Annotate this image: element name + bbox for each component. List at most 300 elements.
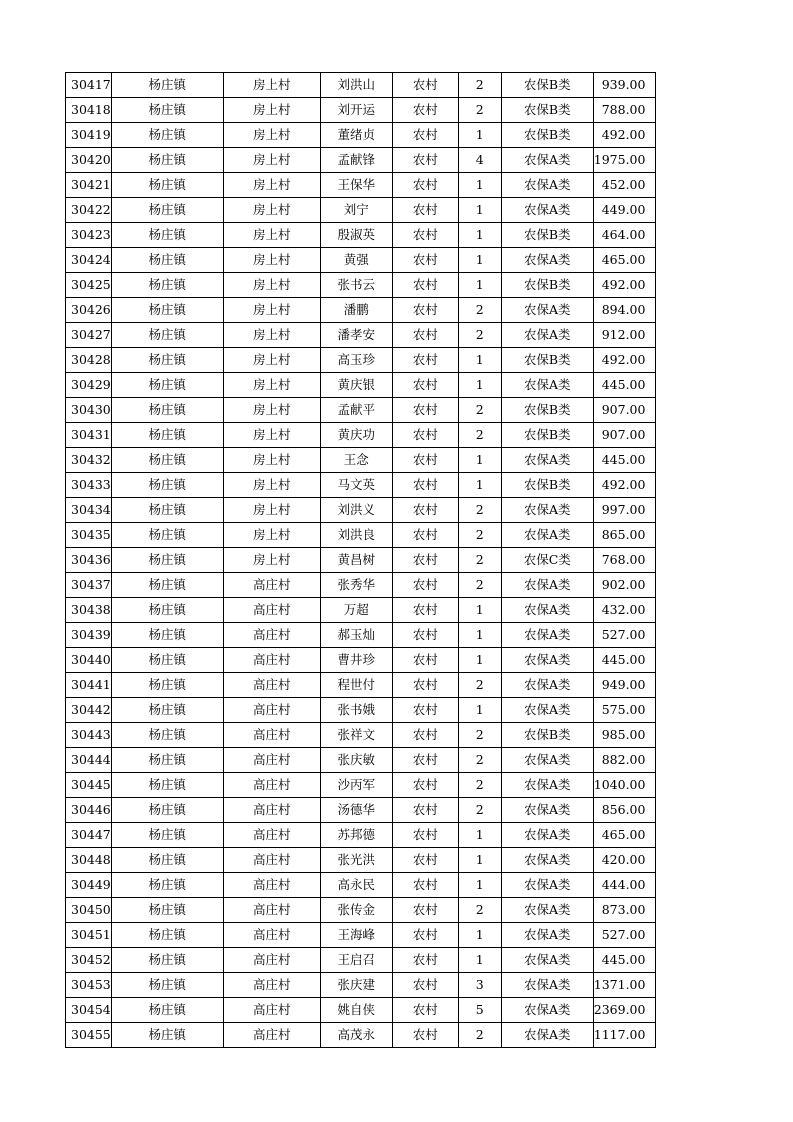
record-id-cell: 30423 — [66, 223, 112, 248]
household-type-cell: 农村 — [392, 648, 458, 673]
record-id-cell: 30440 — [66, 648, 112, 673]
name-cell: 刘宁 — [320, 198, 392, 223]
household-type-cell: 农村 — [392, 598, 458, 623]
insurance-category-cell: 农保A类 — [501, 648, 593, 673]
village-cell: 高庄村 — [223, 823, 320, 848]
town-cell: 杨庄镇 — [111, 73, 223, 98]
name-cell: 曹井珍 — [320, 648, 392, 673]
town-cell: 杨庄镇 — [111, 473, 223, 498]
table-row — [66, 873, 656, 898]
household-type-cell: 农村 — [392, 223, 458, 248]
insurance-category-cell: 农保A类 — [501, 873, 593, 898]
insurance-category-cell: 农保A类 — [501, 323, 593, 348]
insurance-category-cell: 农保A类 — [501, 1023, 593, 1048]
record-id-cell: 30442 — [66, 698, 112, 723]
table-row — [66, 423, 656, 448]
name-cell: 万超 — [320, 598, 392, 623]
insurance-category-cell: 农保A类 — [501, 573, 593, 598]
insurance-category-cell: 农保A类 — [501, 923, 593, 948]
member-count-cell: 1 — [458, 473, 501, 498]
member-count-cell: 2 — [458, 573, 501, 598]
record-id-cell: 30431 — [66, 423, 112, 448]
table-row — [66, 348, 656, 373]
town-cell: 杨庄镇 — [111, 498, 223, 523]
village-cell: 房上村 — [223, 548, 320, 573]
insurance-category-cell: 农保B类 — [501, 348, 593, 373]
record-id-cell: 30452 — [66, 948, 112, 973]
household-type-cell: 农村 — [392, 373, 458, 398]
amount-cell: 527.00 — [593, 623, 656, 648]
record-id-cell: 30426 — [66, 298, 112, 323]
amount-cell: 949.00 — [593, 673, 656, 698]
amount-cell: 902.00 — [593, 573, 656, 598]
town-cell: 杨庄镇 — [111, 223, 223, 248]
member-count-cell: 4 — [458, 148, 501, 173]
household-type-cell: 农村 — [392, 848, 458, 873]
village-cell: 高庄村 — [223, 948, 320, 973]
household-type-cell: 农村 — [392, 473, 458, 498]
member-count-cell: 2 — [458, 773, 501, 798]
amount-cell: 2369.00 — [593, 998, 656, 1023]
insurance-category-cell: 农保B类 — [501, 73, 593, 98]
member-count-cell: 1 — [458, 273, 501, 298]
table-row — [66, 773, 656, 798]
town-cell: 杨庄镇 — [111, 848, 223, 873]
member-count-cell: 1 — [458, 348, 501, 373]
insurance-category-cell: 农保A类 — [501, 823, 593, 848]
member-count-cell: 1 — [458, 873, 501, 898]
record-id-cell: 30435 — [66, 523, 112, 548]
amount-cell: 873.00 — [593, 898, 656, 923]
member-count-cell: 1 — [458, 598, 501, 623]
record-id-cell: 30433 — [66, 473, 112, 498]
village-cell: 高庄村 — [223, 923, 320, 948]
record-id-cell: 30447 — [66, 823, 112, 848]
amount-cell: 575.00 — [593, 698, 656, 723]
table-row — [66, 748, 656, 773]
town-cell: 杨庄镇 — [111, 873, 223, 898]
name-cell: 黄庆功 — [320, 423, 392, 448]
insurance-category-cell: 农保B类 — [501, 423, 593, 448]
name-cell: 姚自侠 — [320, 998, 392, 1023]
insurance-category-cell: 农保A类 — [501, 848, 593, 873]
record-id-cell: 30436 — [66, 548, 112, 573]
name-cell: 刘洪良 — [320, 523, 392, 548]
amount-cell: 907.00 — [593, 398, 656, 423]
village-cell: 高庄村 — [223, 973, 320, 998]
town-cell: 杨庄镇 — [111, 1023, 223, 1048]
town-cell: 杨庄镇 — [111, 773, 223, 798]
amount-cell: 856.00 — [593, 798, 656, 823]
amount-cell: 465.00 — [593, 823, 656, 848]
record-id-cell: 30438 — [66, 598, 112, 623]
insurance-category-cell: 农保A类 — [501, 973, 593, 998]
village-cell: 房上村 — [223, 98, 320, 123]
town-cell: 杨庄镇 — [111, 973, 223, 998]
name-cell: 王启召 — [320, 948, 392, 973]
member-count-cell: 2 — [458, 898, 501, 923]
household-type-cell: 农村 — [392, 423, 458, 448]
table-row — [66, 923, 656, 948]
village-cell: 房上村 — [223, 148, 320, 173]
member-count-cell: 1 — [458, 923, 501, 948]
member-count-cell: 1 — [458, 373, 501, 398]
name-cell: 董绪贞 — [320, 123, 392, 148]
member-count-cell: 1 — [458, 848, 501, 873]
record-id-cell: 30422 — [66, 198, 112, 223]
record-id-cell: 30454 — [66, 998, 112, 1023]
table-row — [66, 598, 656, 623]
amount-cell: 492.00 — [593, 123, 656, 148]
town-cell: 杨庄镇 — [111, 998, 223, 1023]
record-id-cell: 30445 — [66, 773, 112, 798]
amount-cell: 445.00 — [593, 648, 656, 673]
table-row — [66, 273, 656, 298]
record-id-cell: 30418 — [66, 98, 112, 123]
record-id-cell: 30449 — [66, 873, 112, 898]
household-type-cell: 农村 — [392, 248, 458, 273]
household-type-cell: 农村 — [392, 73, 458, 98]
name-cell: 潘鹏 — [320, 298, 392, 323]
member-count-cell: 5 — [458, 998, 501, 1023]
name-cell: 刘洪山 — [320, 73, 392, 98]
town-cell: 杨庄镇 — [111, 748, 223, 773]
table-row — [66, 898, 656, 923]
insurance-category-cell: 农保A类 — [501, 898, 593, 923]
town-cell: 杨庄镇 — [111, 148, 223, 173]
name-cell: 张书云 — [320, 273, 392, 298]
town-cell: 杨庄镇 — [111, 373, 223, 398]
village-cell: 高庄村 — [223, 1023, 320, 1048]
member-count-cell: 1 — [458, 448, 501, 473]
record-id-cell: 30453 — [66, 973, 112, 998]
household-type-cell: 农村 — [392, 448, 458, 473]
village-cell: 房上村 — [223, 198, 320, 223]
member-count-cell: 2 — [458, 798, 501, 823]
record-id-cell: 30444 — [66, 748, 112, 773]
town-cell: 杨庄镇 — [111, 723, 223, 748]
table-row — [66, 648, 656, 673]
amount-cell: 445.00 — [593, 448, 656, 473]
insurance-category-cell: 农保B类 — [501, 223, 593, 248]
amount-cell: 432.00 — [593, 598, 656, 623]
town-cell: 杨庄镇 — [111, 123, 223, 148]
household-type-cell: 农村 — [392, 998, 458, 1023]
household-type-cell: 农村 — [392, 673, 458, 698]
household-type-cell: 农村 — [392, 873, 458, 898]
village-cell: 房上村 — [223, 348, 320, 373]
amount-cell: 1975.00 — [593, 148, 656, 173]
insurance-category-cell: 农保B类 — [501, 98, 593, 123]
household-type-cell: 农村 — [392, 823, 458, 848]
name-cell: 王海峰 — [320, 923, 392, 948]
name-cell: 高玉珍 — [320, 348, 392, 373]
household-type-cell: 农村 — [392, 523, 458, 548]
town-cell: 杨庄镇 — [111, 423, 223, 448]
village-cell: 高庄村 — [223, 898, 320, 923]
town-cell: 杨庄镇 — [111, 523, 223, 548]
village-cell: 房上村 — [223, 173, 320, 198]
record-id-cell: 30419 — [66, 123, 112, 148]
member-count-cell: 2 — [458, 673, 501, 698]
household-type-cell: 农村 — [392, 173, 458, 198]
town-cell: 杨庄镇 — [111, 598, 223, 623]
household-type-cell: 农村 — [392, 498, 458, 523]
table-body — [66, 73, 656, 1048]
table-row — [66, 798, 656, 823]
town-cell: 杨庄镇 — [111, 298, 223, 323]
name-cell: 马文英 — [320, 473, 392, 498]
household-type-cell: 农村 — [392, 723, 458, 748]
village-cell: 高庄村 — [223, 748, 320, 773]
insurance-category-cell: 农保A类 — [501, 498, 593, 523]
table-row — [66, 298, 656, 323]
record-id-cell: 30417 — [66, 73, 112, 98]
amount-cell: 985.00 — [593, 723, 656, 748]
town-cell: 杨庄镇 — [111, 173, 223, 198]
name-cell: 孟献平 — [320, 398, 392, 423]
table-row — [66, 173, 656, 198]
member-count-cell: 2 — [458, 398, 501, 423]
table-row — [66, 148, 656, 173]
village-cell: 房上村 — [223, 223, 320, 248]
member-count-cell: 2 — [458, 748, 501, 773]
member-count-cell: 2 — [458, 423, 501, 448]
table-row — [66, 848, 656, 873]
village-cell: 房上村 — [223, 298, 320, 323]
town-cell: 杨庄镇 — [111, 198, 223, 223]
member-count-cell: 1 — [458, 648, 501, 673]
household-type-cell: 农村 — [392, 698, 458, 723]
insurance-category-cell: 农保A类 — [501, 298, 593, 323]
amount-cell: 1371.00 — [593, 973, 656, 998]
table-row — [66, 673, 656, 698]
town-cell: 杨庄镇 — [111, 898, 223, 923]
amount-cell: 882.00 — [593, 748, 656, 773]
name-cell: 黄庆银 — [320, 373, 392, 398]
table-row — [66, 573, 656, 598]
village-cell: 高庄村 — [223, 998, 320, 1023]
town-cell: 杨庄镇 — [111, 98, 223, 123]
town-cell: 杨庄镇 — [111, 323, 223, 348]
amount-cell: 445.00 — [593, 373, 656, 398]
village-cell: 高庄村 — [223, 723, 320, 748]
record-id-cell: 30430 — [66, 398, 112, 423]
member-count-cell: 1 — [458, 823, 501, 848]
record-id-cell: 30446 — [66, 798, 112, 823]
insurance-category-cell: 农保B类 — [501, 398, 593, 423]
town-cell: 杨庄镇 — [111, 548, 223, 573]
insurance-category-cell: 农保A类 — [501, 673, 593, 698]
household-type-cell: 农村 — [392, 298, 458, 323]
village-cell: 房上村 — [223, 473, 320, 498]
table-row — [66, 498, 656, 523]
member-count-cell: 1 — [458, 248, 501, 273]
record-id-cell: 30451 — [66, 923, 112, 948]
record-id-cell: 30420 — [66, 148, 112, 173]
table-row — [66, 98, 656, 123]
record-id-cell: 30455 — [66, 1023, 112, 1048]
household-type-cell: 农村 — [392, 773, 458, 798]
record-id-cell: 30437 — [66, 573, 112, 598]
member-count-cell: 1 — [458, 198, 501, 223]
amount-cell: 939.00 — [593, 73, 656, 98]
village-cell: 房上村 — [223, 73, 320, 98]
insurance-category-cell: 农保B类 — [501, 123, 593, 148]
insurance-category-cell: 农保A类 — [501, 248, 593, 273]
name-cell: 高茂永 — [320, 1023, 392, 1048]
insurance-category-cell: 农保A类 — [501, 748, 593, 773]
insurance-category-cell: 农保A类 — [501, 198, 593, 223]
village-cell: 房上村 — [223, 373, 320, 398]
record-id-cell: 30432 — [66, 448, 112, 473]
town-cell: 杨庄镇 — [111, 348, 223, 373]
table-row — [66, 698, 656, 723]
record-id-cell: 30443 — [66, 723, 112, 748]
name-cell: 高永民 — [320, 873, 392, 898]
member-count-cell: 1 — [458, 698, 501, 723]
member-count-cell: 1 — [458, 223, 501, 248]
insurance-category-cell: 农保B类 — [501, 723, 593, 748]
table-row — [66, 123, 656, 148]
amount-cell: 444.00 — [593, 873, 656, 898]
village-cell: 高庄村 — [223, 623, 320, 648]
name-cell: 张传金 — [320, 898, 392, 923]
name-cell: 潘孝安 — [320, 323, 392, 348]
village-cell: 高庄村 — [223, 573, 320, 598]
record-id-cell: 30441 — [66, 673, 112, 698]
table-row — [66, 223, 656, 248]
name-cell: 王念 — [320, 448, 392, 473]
record-id-cell: 30427 — [66, 323, 112, 348]
record-id-cell: 30421 — [66, 173, 112, 198]
record-id-cell: 30424 — [66, 248, 112, 273]
amount-cell: 492.00 — [593, 273, 656, 298]
record-id-cell: 30448 — [66, 848, 112, 873]
village-cell: 高庄村 — [223, 698, 320, 723]
insurance-category-cell: 农保A类 — [501, 948, 593, 973]
amount-cell: 1040.00 — [593, 773, 656, 798]
insurance-category-cell: 农保A类 — [501, 448, 593, 473]
member-count-cell: 1 — [458, 623, 501, 648]
town-cell: 杨庄镇 — [111, 623, 223, 648]
household-type-cell: 农村 — [392, 573, 458, 598]
member-count-cell: 2 — [458, 98, 501, 123]
household-type-cell: 农村 — [392, 98, 458, 123]
village-cell: 高庄村 — [223, 873, 320, 898]
member-count-cell: 2 — [458, 548, 501, 573]
town-cell: 杨庄镇 — [111, 923, 223, 948]
name-cell: 程世付 — [320, 673, 392, 698]
village-cell: 高庄村 — [223, 848, 320, 873]
town-cell: 杨庄镇 — [111, 673, 223, 698]
village-cell: 高庄村 — [223, 598, 320, 623]
record-id-cell: 30439 — [66, 623, 112, 648]
member-count-cell: 2 — [458, 1023, 501, 1048]
table-row — [66, 323, 656, 348]
town-cell: 杨庄镇 — [111, 448, 223, 473]
table-row — [66, 248, 656, 273]
table-row — [66, 398, 656, 423]
village-cell: 房上村 — [223, 123, 320, 148]
amount-cell: 527.00 — [593, 923, 656, 948]
member-count-cell: 1 — [458, 123, 501, 148]
member-count-cell: 2 — [458, 298, 501, 323]
member-count-cell: 2 — [458, 523, 501, 548]
household-type-cell: 农村 — [392, 948, 458, 973]
name-cell: 张秀华 — [320, 573, 392, 598]
member-count-cell: 3 — [458, 973, 501, 998]
member-count-cell: 2 — [458, 498, 501, 523]
insurance-category-cell: 农保A类 — [501, 173, 593, 198]
insurance-category-cell: 农保A类 — [501, 523, 593, 548]
record-id-cell: 30450 — [66, 898, 112, 923]
amount-cell: 912.00 — [593, 323, 656, 348]
table-row — [66, 198, 656, 223]
insurance-category-cell: 农保A类 — [501, 148, 593, 173]
member-count-cell: 2 — [458, 73, 501, 98]
household-type-cell: 农村 — [392, 198, 458, 223]
name-cell: 张庆敏 — [320, 748, 392, 773]
amount-cell: 907.00 — [593, 423, 656, 448]
name-cell: 刘洪义 — [320, 498, 392, 523]
table-row — [66, 448, 656, 473]
amount-cell: 1117.00 — [593, 1023, 656, 1048]
table-row — [66, 373, 656, 398]
amount-cell: 465.00 — [593, 248, 656, 273]
village-cell: 房上村 — [223, 498, 320, 523]
town-cell: 杨庄镇 — [111, 273, 223, 298]
insurance-category-cell: 农保A类 — [501, 373, 593, 398]
household-type-cell: 农村 — [392, 398, 458, 423]
village-cell: 房上村 — [223, 398, 320, 423]
table-row — [66, 548, 656, 573]
table-row — [66, 473, 656, 498]
village-cell: 高庄村 — [223, 673, 320, 698]
household-type-cell: 农村 — [392, 923, 458, 948]
household-type-cell: 农村 — [392, 548, 458, 573]
record-id-cell: 30429 — [66, 373, 112, 398]
household-type-cell: 农村 — [392, 798, 458, 823]
amount-cell: 445.00 — [593, 948, 656, 973]
insurance-category-cell: 农保A类 — [501, 998, 593, 1023]
member-count-cell: 1 — [458, 173, 501, 198]
name-cell: 王保华 — [320, 173, 392, 198]
village-cell: 高庄村 — [223, 773, 320, 798]
amount-cell: 420.00 — [593, 848, 656, 873]
amount-cell: 449.00 — [593, 198, 656, 223]
amount-cell: 452.00 — [593, 173, 656, 198]
data-table — [65, 72, 656, 1048]
household-type-cell: 农村 — [392, 748, 458, 773]
household-type-cell: 农村 — [392, 898, 458, 923]
insurance-category-cell: 农保A类 — [501, 773, 593, 798]
household-type-cell: 农村 — [392, 148, 458, 173]
name-cell: 孟献锋 — [320, 148, 392, 173]
member-count-cell: 1 — [458, 948, 501, 973]
amount-cell: 997.00 — [593, 498, 656, 523]
village-cell: 房上村 — [223, 273, 320, 298]
table-row — [66, 73, 656, 98]
table-row — [66, 723, 656, 748]
table-row — [66, 623, 656, 648]
village-cell: 房上村 — [223, 448, 320, 473]
name-cell: 黄强 — [320, 248, 392, 273]
record-id-cell: 30434 — [66, 498, 112, 523]
name-cell: 郝玉灿 — [320, 623, 392, 648]
town-cell: 杨庄镇 — [111, 948, 223, 973]
member-count-cell: 2 — [458, 323, 501, 348]
